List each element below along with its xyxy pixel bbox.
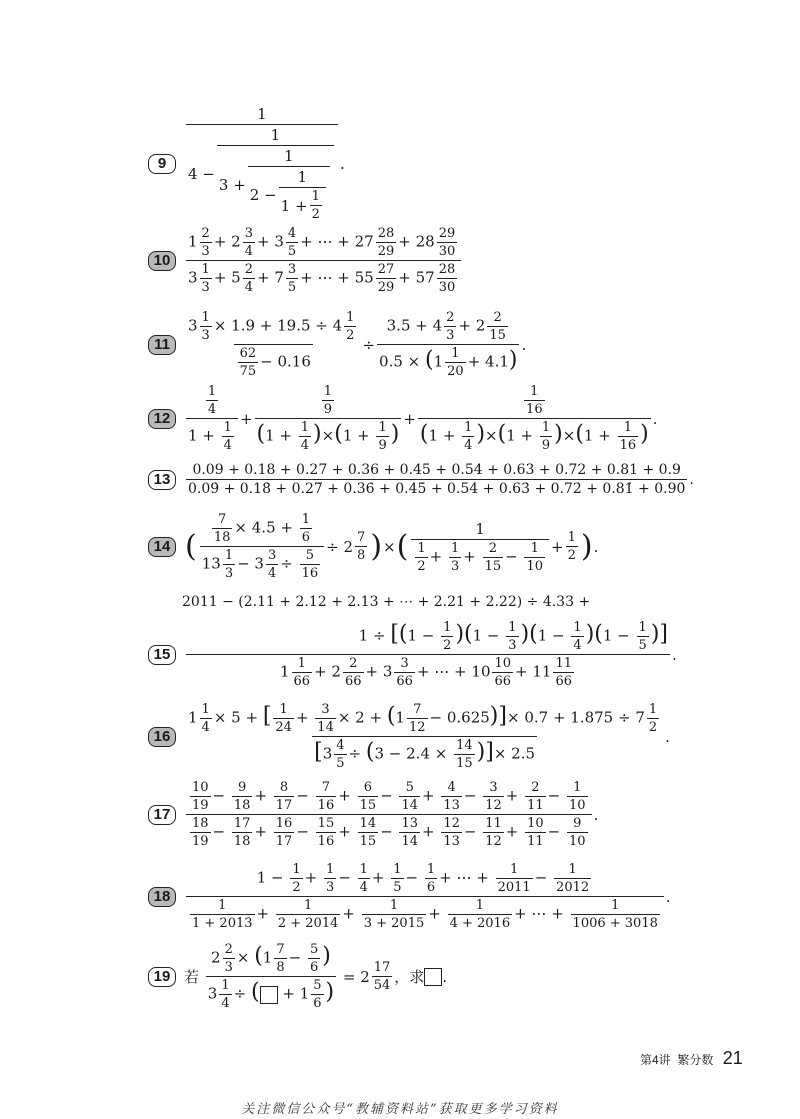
problem-19: 19 若 2 $\frac{2}{3}$ × (1 $\frac{7}{8}$ − $\frac{5}{6}$ ) 3 $\frac{1}{4}$ ÷ ( + 1 $\frac{5}{6}$ ) = 2 17 54 ，求 . [148, 942, 447, 1011]
problem-11: 11 3 $\frac{1}{3}$ × 1.9 + 19.5 ÷ 4 $\frac{1}{2}$ $\frac{62}{75}$ − 0.16 ÷ 3.5 + 4 $\frac{2}{3}$ + 2 $\frac{2}{15}$ 0.5 × (1 $\frac{1}{20}$ + 4.1) . [148, 310, 526, 379]
watermark: 关注微信公众号“教辅资料站”获取更多学习资料 [241, 1102, 559, 1117]
topic-label: 繁分数 [677, 1053, 714, 1067]
problem-number: 17 [148, 805, 176, 825]
problem-number: 18 [148, 887, 176, 907]
problem-number: 10 [148, 251, 176, 271]
problem-13: 13 0.09 + 0.18 + 0.27 + 0.36 + 0.45 + 0.54 + 0.63 + 0.72 + 0.81 + 0.9 0.09̇ + 0.18̇ + 0.27̇ + 0.36̇ + 0.45̇ + 0.54̇ + 0.63̇ + 0.72̇ + 0.81̇ + 0.90̇ . [148, 462, 694, 497]
problem-number: 14 [148, 537, 176, 557]
problem-17: 17 $\frac{10}{19}$ − $\frac{9}{18}$ + $\frac{8}{17}$ − $\frac{7}{16}$ + $\frac{6}{15}$ − $\frac{5}{14}$ + $\frac{4}{13}$ − $\frac{3}{12}$ + $\frac{2}{11}$ − $\frac{1}{10}$ $\frac{18}{19}$ − $\frac{17}{18}$ + $\frac{16}{17}$ − $\frac{15}{16}$ + $\frac{14}{15}$ − $\frac{13}{14}$ + $\frac{12}{13}$ − $\frac{11}{12}$ + $\frac{10}{11}$ − $\frac{9}{10}$ . [148, 780, 598, 849]
problem-18: 18 1 − $\frac{1}{2}$ + $\frac{1}{3}$ − $\frac{1}{4}$ + $\frac{1}{5}$ − $\frac{1}{6}$ + ⋯ + $\frac{1}{2011}$ − $\frac{1}{2012}$ $\frac{1}{1 + 2013}$ + $\frac{1}{2 + 2014}$ + $\frac{1}{3 + 2015}$ + $\frac{1}{4 + 2016}$ + ⋯ + $\frac{1}{1006 + 3018}$ . [148, 862, 671, 931]
p13-numerator: 0.09 + 0.18 + 0.27 + 0.36 + 0.45 + 0.54 + 0.63 + 0.72 + 0.81 + 0.9 [192, 462, 681, 478]
math-expression: 1 4 − 1 3 + 1 2 − 1 1 + 1 2 [184, 105, 340, 222]
page-footer [640, 1048, 743, 1069]
problem-16: 16 1 $\frac{1}{4}$ × 5 + [ $\frac{1}{24}$ + $\frac{3}{14}$ × 2 + (1 $\frac{7}{12}$ − 0.625)]× 0.7 + 1.875 ÷ 7 $\frac{1}{2}$ [3 $\frac{4}{5}$ ÷ (3 − 2.4 × $\frac{14}{15}$ )]× 2.5 . [148, 702, 670, 771]
p19-ruo: 若 [184, 968, 200, 986]
problem-number: 16 [148, 727, 176, 747]
problem-number: 19 [148, 967, 176, 987]
problem-12: 12 $\frac{1}{4}$ 1 + $\frac{1}{4}$ + $\frac{1}{9}$ (1 + $\frac{1}{4}$ )×(1 + $\frac{1}{9}$ ) + $\frac{1}{16}$ (1 + $\frac{1}{4}$ )×(1 + $\frac{1}{9}$ )×(1 + $\frac{1}{16}$ ) . [148, 384, 658, 453]
problem-10: 10 1 $\frac{2}{3}$ + 2 $\frac{3}{4}$ + 3 $\frac{4}{5}$ + ⋯ + 27 $\frac{28}{29}$ + 28 $\frac{29}{30}$ 3 $\frac{1}{3}$ + 5 $\frac{2}{4}$ + 7 $\frac{3}{5}$ + ⋯ + 55 $\frac{27}{29}$ + 57 $\frac{28}{30}$ [148, 226, 463, 295]
problem-number: 13 [148, 470, 176, 490]
problem-number: 9 [148, 154, 176, 174]
p15-top-line: 2011 − (2.11 + 2.12 + 2.13 + ⋯ + 2.21 + 2.22) ÷ 4.33 + [182, 594, 591, 610]
problem-14: 14 ( $\frac{7}{18}$ × 4.5 + $\frac{1}{6}$ 13 $\frac{1}{3}$ − 3 $\frac{3}{4}$ ÷ $\frac{5}{16}$ ÷ 2 7 8 ) × ( 1 $\frac{1}{2}$ + $\frac{1}{3}$ + $\frac{2}{15}$ − $\frac{1}{10}$ + 1 2 ) . [148, 512, 598, 581]
blank-box [260, 986, 278, 1004]
lecture-label: 第4讲 [640, 1053, 671, 1067]
blank-box [424, 968, 442, 986]
problem-9: 9 1 4 − 1 3 + 1 2 − 1 1 + 1 2 . [148, 105, 345, 222]
problem-number: 11 [148, 335, 176, 355]
problem-number: 15 [148, 645, 176, 665]
problem-15: 15 1 ÷ [(1 − $\frac{1}{2}$ )(1 − $\frac{1}{3}$ )(1 − $\frac{1}{4}$ )(1 − $\frac{1}{5}$ )] 1 $\frac{1}{66}$ + 2 $\frac{2}{66}$ + 3 $\frac{3}{66}$ + ⋯ + 10 $\frac{10}{66}$ + 11 $\frac{11}{66}$ . [148, 620, 677, 689]
page-number: 21 [722, 1048, 743, 1068]
p13-denominator: 0.09̇ + 0.18̇ + 0.27̇ + 0.36̇ + 0.45̇ + 0.54̇ + 0.63̇ + 0.72̇ + 0.81̇ + 0.90̇ [188, 481, 686, 497]
problem-number: 12 [148, 409, 176, 429]
